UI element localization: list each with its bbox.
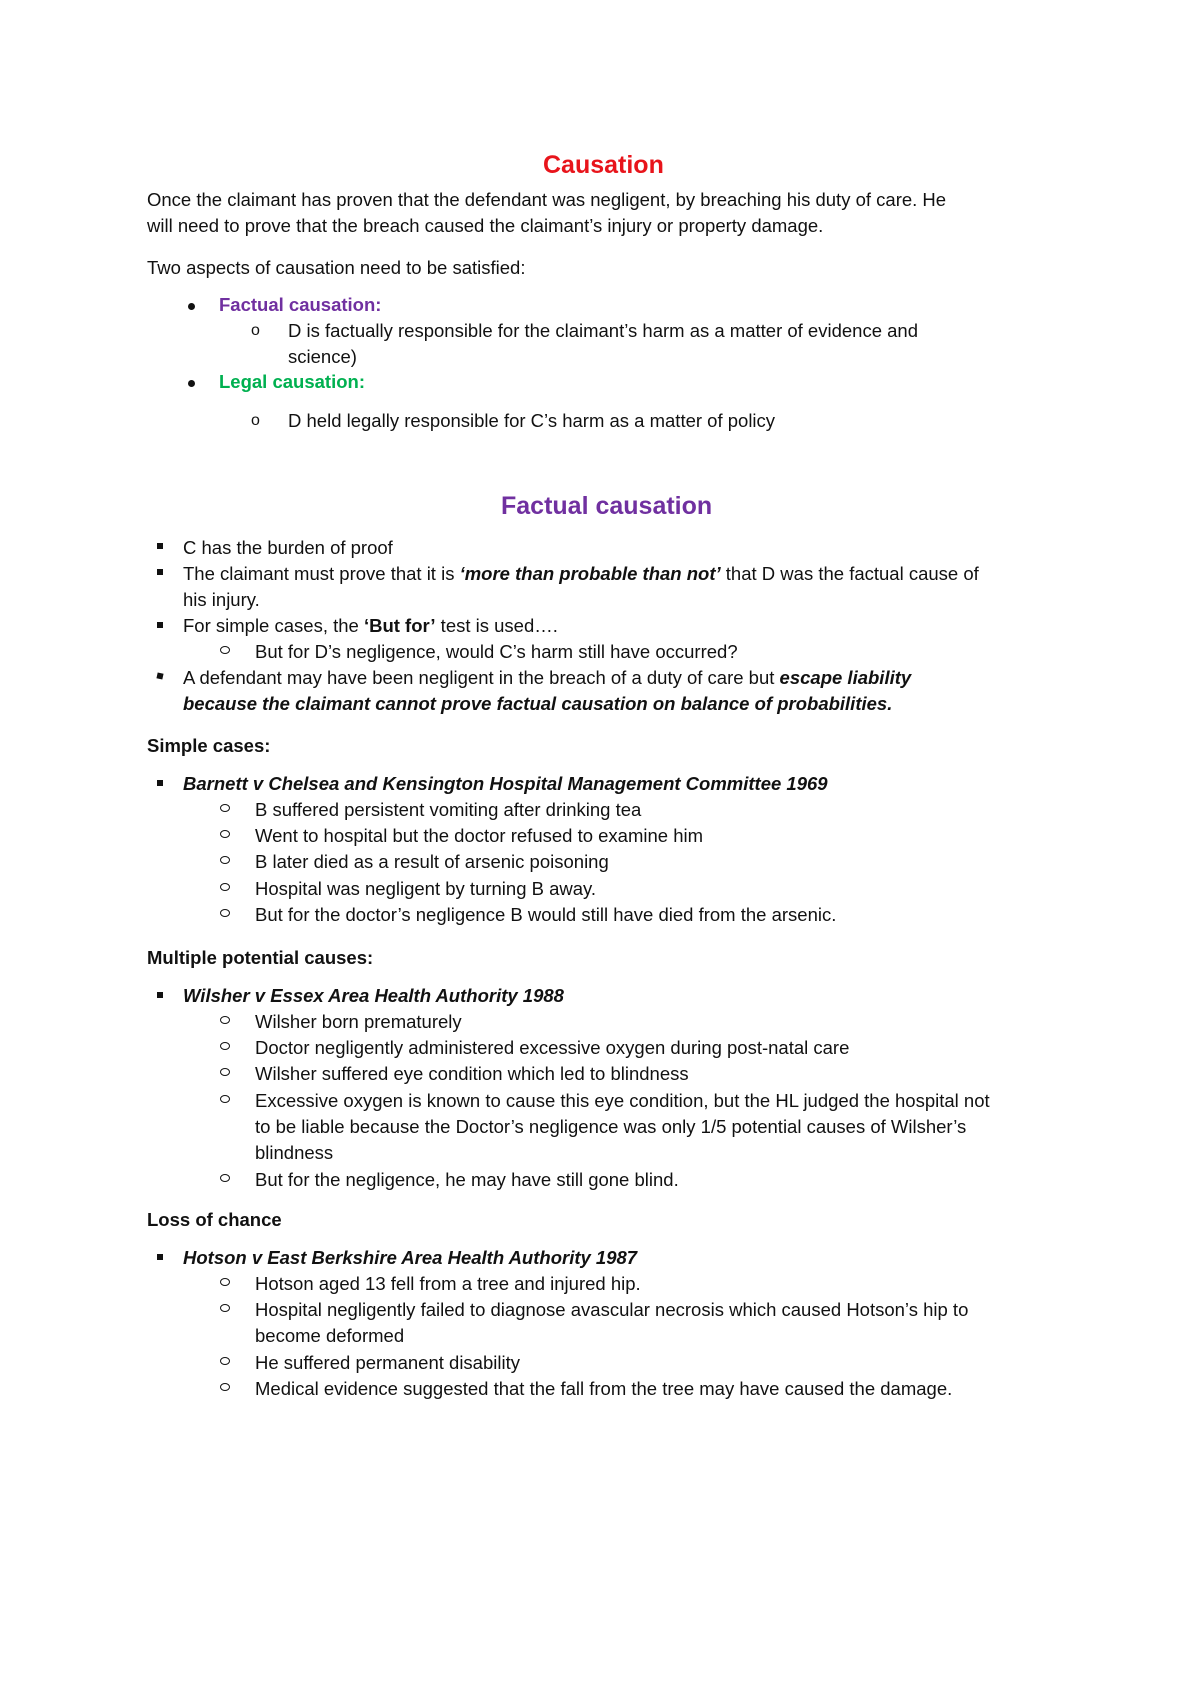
sub-bullet-ring-icon xyxy=(220,1383,230,1391)
case-fact-cont: blindness xyxy=(255,1142,334,1163)
sub-bullet-ring-icon xyxy=(220,1042,230,1050)
aspect-legal-desc: D held legally responsible for C’s harm as a matter of policy xyxy=(288,410,776,431)
aspect-legal-label: Legal causation: xyxy=(219,371,365,392)
factual-point-3 xyxy=(183,613,558,639)
text-run: test is used…. xyxy=(435,615,558,636)
bullet-square-icon xyxy=(157,992,163,998)
subheading-simple-cases: Simple cases: xyxy=(147,735,271,756)
section-heading-factual: Factual causation xyxy=(501,492,713,520)
bullet-square-icon xyxy=(157,780,163,786)
sub-bullet-ring-icon xyxy=(220,804,230,812)
case-fact: But for the doctor’s negligence B would still have died from the arsenic. xyxy=(255,904,837,925)
factual-point-1: C has the burden of proof xyxy=(183,537,393,558)
emphasis-text: ‘But for’ xyxy=(363,615,436,636)
sub-bullet-ring-icon xyxy=(220,1357,230,1365)
bullet-square-icon xyxy=(157,543,163,549)
case-name: Hotson v East Berkshire Area Health Authority 1987 xyxy=(183,1247,638,1268)
sub-bullet-ring-icon xyxy=(220,909,230,917)
bullet-square-icon xyxy=(157,622,163,628)
bullet-square-icon xyxy=(156,672,163,679)
sub-bullet-ring-icon xyxy=(220,1016,230,1024)
sub-bullet-o-icon: o xyxy=(251,322,260,339)
case-fact: Medical evidence suggested that the fall from the tree may have caused the damage. xyxy=(255,1378,953,1399)
sub-bullet-ring-icon xyxy=(220,883,230,891)
subheading-multiple-causes: Multiple potential causes: xyxy=(147,947,374,968)
sub-bullet-ring-icon xyxy=(220,1304,230,1312)
page-title: Causation xyxy=(543,151,664,179)
factual-point-2-cont: his injury. xyxy=(183,589,260,610)
factual-point-4-cont: because the claimant cannot prove factual causation on balance of probabilities. xyxy=(183,693,893,714)
bullet-square-icon xyxy=(157,569,163,575)
case-fact: Wilsher born prematurely xyxy=(255,1011,462,1032)
sub-bullet-ring-icon xyxy=(220,646,230,654)
sub-bullet-ring-icon xyxy=(220,856,230,864)
case-fact: Hotson aged 13 fell from a tree and injured hip. xyxy=(255,1273,641,1294)
emphasis-text: escape liability xyxy=(779,667,912,688)
case-fact: Went to hospital but the doctor refused to examine him xyxy=(255,825,704,846)
case-fact: He suffered permanent disability xyxy=(255,1352,520,1373)
case-fact: Excessive oxygen is known to cause this eye condition, but the HL judged the hospital not xyxy=(255,1090,990,1111)
aspects-lead: Two aspects of causation need to be satisfied: xyxy=(147,257,526,278)
factual-point-2 xyxy=(183,561,979,587)
sub-bullet-ring-icon xyxy=(220,1174,230,1182)
case-fact-cont: to be liable because the Doctor’s negligence was only 1/5 potential causes of Wilsher’s xyxy=(255,1116,967,1137)
factual-point-3-sub: But for D’s negligence, would C’s harm still have occurred? xyxy=(255,641,738,662)
sub-bullet-ring-icon xyxy=(220,1278,230,1286)
sub-bullet-ring-icon xyxy=(220,830,230,838)
text-run: For simple cases, the xyxy=(183,615,364,636)
text-run: A defendant may have been negligent in the breach of a duty of care but xyxy=(183,667,780,688)
subheading-loss-of-chance: Loss of chance xyxy=(147,1209,282,1230)
sub-bullet-ring-icon xyxy=(220,1068,230,1076)
aspect-factual-label: Factual causation: xyxy=(219,294,382,315)
case-fact: Hospital negligently failed to diagnose avascular necrosis which caused Hotson’s hip to xyxy=(255,1299,969,1320)
case-name: Barnett v Chelsea and Kensington Hospital Management Committee 1969 xyxy=(183,773,828,794)
bullet-square-icon xyxy=(157,1254,163,1260)
text-run: The claimant must prove that it is xyxy=(183,563,460,584)
bullet-dot-icon xyxy=(188,303,195,310)
aspect-factual-desc-1: D is factually responsible for the claimant’s harm as a matter of evidence and xyxy=(288,320,918,341)
text-run: that D was the factual cause of xyxy=(720,563,979,584)
bullet-dot-icon xyxy=(188,380,195,387)
case-fact: Hospital was negligent by turning B away. xyxy=(255,878,597,899)
intro-line-2: will need to prove that the breach caused the claimant’s injury or property damage. xyxy=(147,215,824,236)
case-fact: Doctor negligently administered excessive oxygen during post-natal care xyxy=(255,1037,850,1058)
aspect-factual-desc-2: science) xyxy=(288,346,357,367)
case-fact: Wilsher suffered eye condition which led to blindness xyxy=(255,1063,689,1084)
case-fact: B suffered persistent vomiting after drinking tea xyxy=(255,799,642,820)
case-fact: B later died as a result of arsenic poisoning xyxy=(255,851,609,872)
sub-bullet-o-icon: o xyxy=(251,412,260,429)
factual-point-4 xyxy=(183,665,911,691)
case-name: Wilsher v Essex Area Health Authority 1988 xyxy=(183,985,564,1006)
sub-bullet-ring-icon xyxy=(220,1095,230,1103)
case-fact-cont: become deformed xyxy=(255,1325,405,1346)
intro-line-1: Once the claimant has proven that the defendant was negligent, by breaching his duty of care. He xyxy=(147,189,947,210)
emphasis-text: ‘more than probable than not’ xyxy=(459,563,721,584)
case-fact: But for the negligence, he may have still gone blind. xyxy=(255,1169,679,1190)
